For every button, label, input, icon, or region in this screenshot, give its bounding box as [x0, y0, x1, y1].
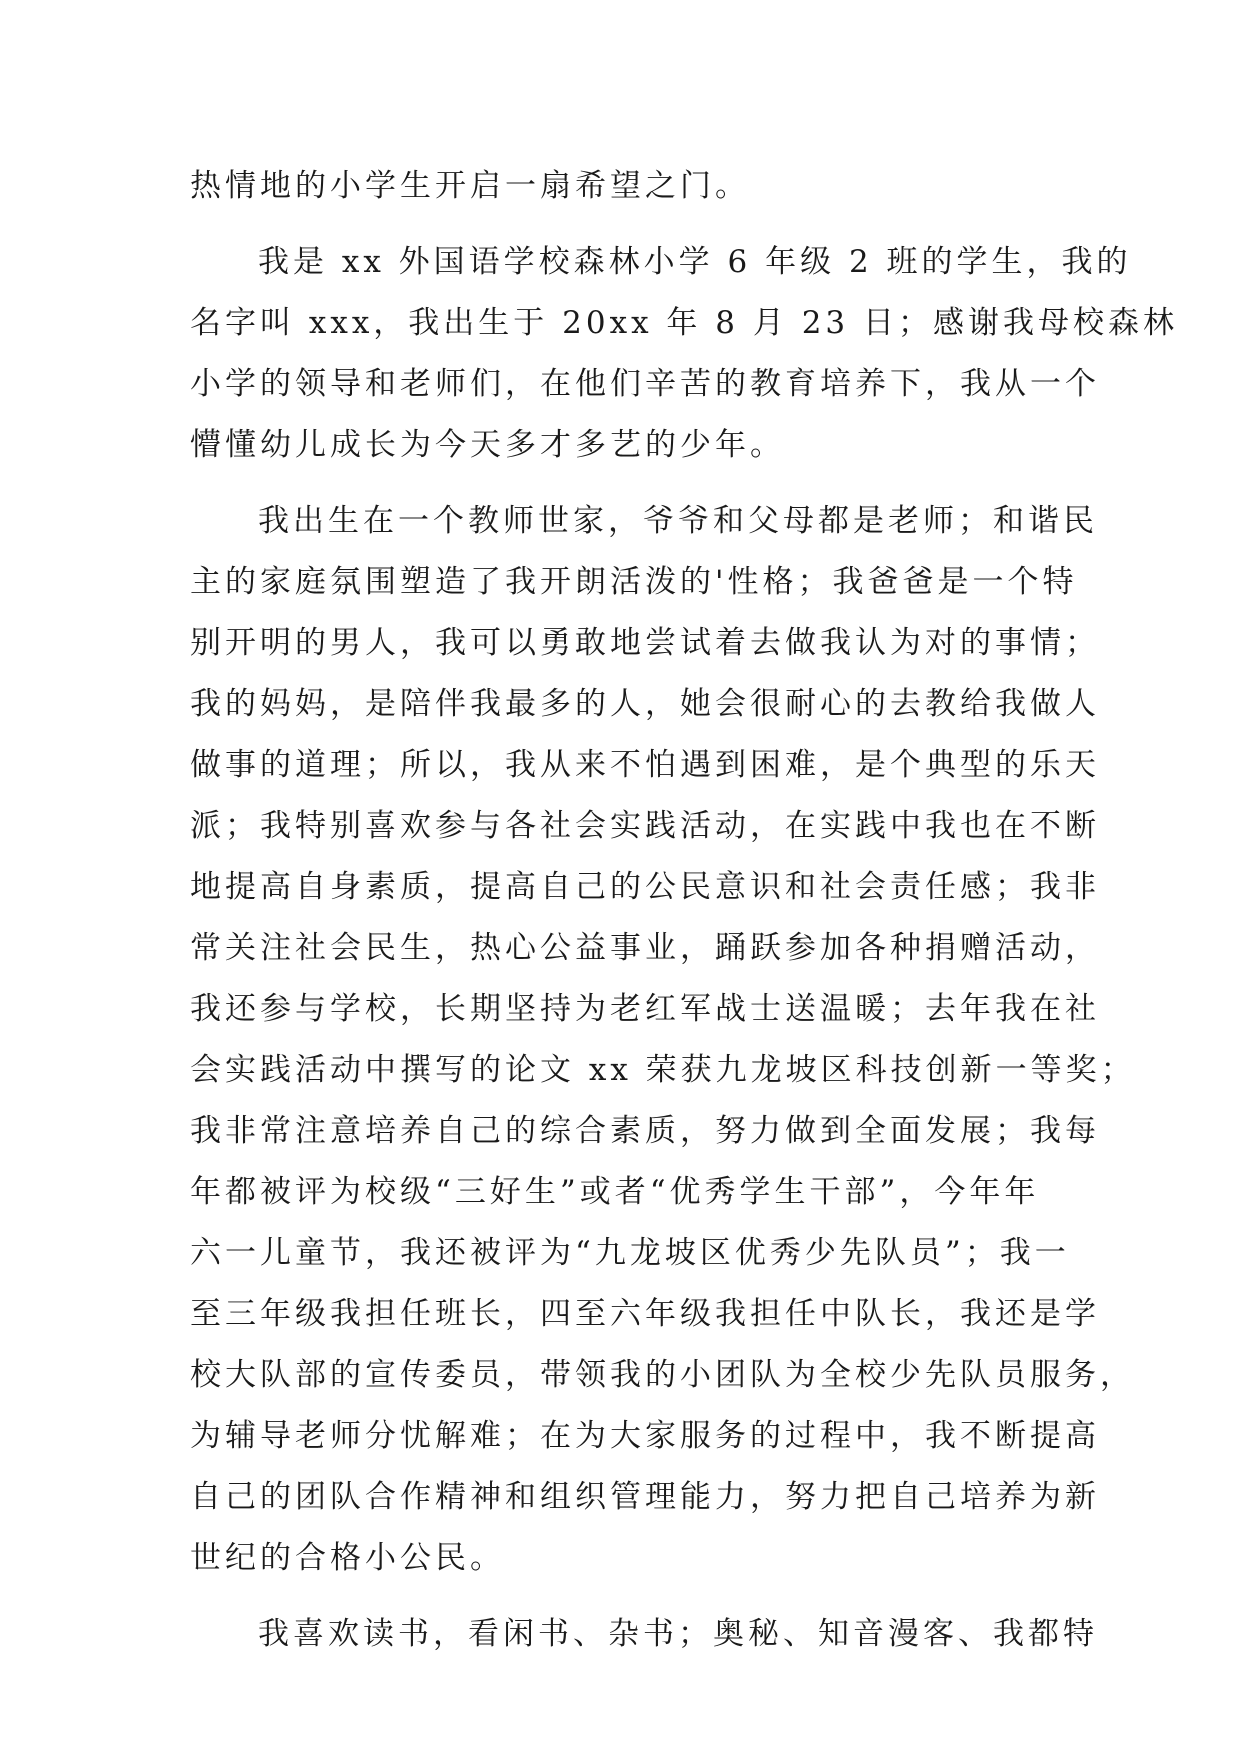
paragraph-first-line: 我出生在一个教师世家，爷爷和父母都是老师；和谐民 [258, 503, 1098, 539]
paragraph-first-line: 我是 xx 外国语学校森林小学 6 年级 2 班的学生，我的 [258, 244, 1132, 280]
text-line: 我非常注意培养自己的综合素质，努力做到全面发展；我每 [190, 1113, 1100, 1149]
text-line: 我的妈妈，是陪伴我最多的人，她会很耐心的去教给我做人 [190, 686, 1100, 722]
text-line: 我还参与学校，长期坚持为老红军战士送温暖；去年我在社 [190, 991, 1100, 1027]
paragraph-gap [190, 1589, 1050, 1604]
text-line: 自己的团队合作精神和组织管理能力，努力把自己培养为新 [190, 1479, 1100, 1515]
text-line: 热情地的小学生开启一扇希望之门。 [190, 168, 750, 204]
document-body [190, 156, 1179, 1665]
text-line: 会实践活动中撰写的论文 xx 荣获九龙坡区科技创新一等奖； [190, 1052, 1136, 1088]
text-line: 地提高自身素质，提高自己的公民意识和社会责任感；我非 [190, 869, 1100, 905]
paragraph-first-line: 我喜欢读书，看闲书、杂书；奥秘、知音漫客、我都特 [258, 1616, 1098, 1652]
text-line: 至三年级我担任班长，四至六年级我担任中队长，我还是学 [190, 1296, 1100, 1332]
text-line: 世纪的合格小公民。 [190, 1540, 505, 1576]
text-line: 名字叫 xxx，我出生于 20xx 年 8 月 23 日；感谢我母校森林 [190, 305, 1179, 341]
text-line: 常关注社会民生，热心公益事业，踊跃参加各种捐赠活动， [190, 930, 1100, 966]
text-line: 为辅导老师分忧解难；在为大家服务的过程中，我不断提高 [190, 1418, 1100, 1454]
text-line: 别开明的男人，我可以勇敢地尝试着去做我认为对的事情； [190, 625, 1100, 661]
text-line: 校大队部的宣传委员，带领我的小团队为全校少先队员服务， [190, 1357, 1135, 1393]
text-line: 做事的道理；所以，我从来不怕遇到困难，是个典型的乐天 [190, 747, 1100, 783]
paragraph-gap [190, 217, 1050, 232]
text-line: 六一儿童节，我还被评为“九龙坡区优秀少先队员”；我一 [190, 1235, 1070, 1271]
text-line: 年都被评为校级“三好生”或者“优秀学生干部”，今年年 [190, 1174, 1040, 1210]
text-line: 主的家庭氛围塑造了我开朗活泼的'性格；我爸爸是一个特 [190, 564, 1078, 600]
paragraph-gap [190, 476, 1050, 491]
text-line: 派；我特别喜欢参与各社会实践活动，在实践中我也在不断 [190, 808, 1100, 844]
text-line: 小学的领导和老师们，在他们辛苦的教育培养下，我从一个 [190, 366, 1100, 402]
text-line: 懵懂幼儿成长为今天多才多艺的少年。 [190, 427, 785, 463]
